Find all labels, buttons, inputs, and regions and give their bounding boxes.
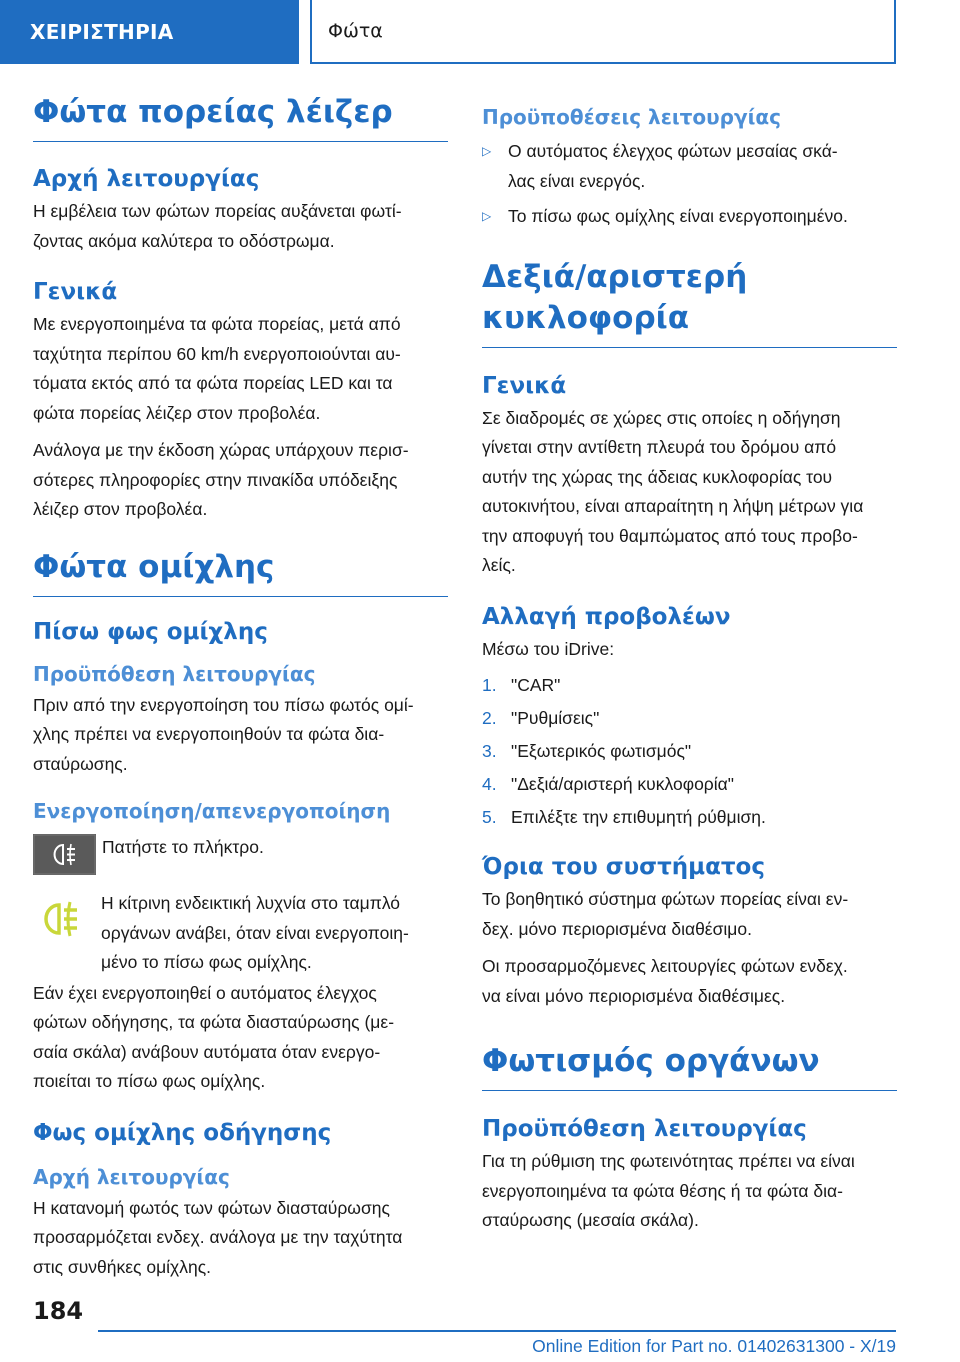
heading-fog-lights: Φώτα ομίχλης	[33, 547, 448, 597]
footer-divider	[98, 1330, 896, 1332]
heading-on-off: Ενεργοποίηση/απενεργοποίηση	[33, 799, 391, 823]
para-press-button: Πατήστε το πλήκτρο.	[102, 837, 264, 857]
indicator-instruction-row	[33, 889, 448, 978]
heading-left-right-traffic: Δεξιά/αριστερή κυκλοφορία	[482, 257, 897, 348]
heading-general-2: Γενικά	[482, 372, 567, 399]
para-auto-low-beam: Εάν έχει ενεργοποιηθεί ο αυτόματος έλεγχος φώτων οδήγησης, τα φώτα διασταύρωσης (με- σαία σκάλα) ανάβουν αυτόματα όταν ενεργο- ποιείται το πίσω φως ομίχλης.	[33, 982, 395, 1091]
list-item: ▷ Ο αυτόματος έλεγχος φώτων μεσαίας σκά- λας είναι ενεργός.	[482, 137, 897, 196]
para-principle: Η εμβέλεια των φώτων πορείας αυξάνεται φωτί- ζοντας ακόμα καλύτερα το οδόστρωμα.	[33, 201, 402, 251]
para-principle-2: Η κατανομή φωτός των φώτων διασταύρωσης προσαρμόζεται ενδεχ. ανάλογα με την ταχύτητα στις συνθήκες ομίχλης.	[33, 1197, 403, 1277]
heading-precondition: Προϋπόθεση λειτουργίας	[33, 661, 316, 686]
heading-laser-high-beam: Φώτα πορείας λέιζερ	[33, 92, 448, 142]
para-general-2: Σε διαδρομές σε χώρες στις οποίες η οδήγηση γίνεται στην αντίθετη πλευρά του δρόμου από αυτήν της χώρας της άδειας κυκλοφορίας του αυτοκινήτου, είναι απαραίτητη η λήψη μέτρων για την αποφυγή του θαμπώματος από τους προβο- λείς.	[482, 407, 864, 575]
rear-fog-indicator-icon	[33, 889, 97, 977]
heading-system-limits: Όρια του συστήματος	[482, 854, 765, 880]
para-limits-2: Οι προσαρμοζόμενες λειτουργίες φώτων ενδεχ. να είναι μόνο περιορισμένα διαθέσιμες.	[482, 956, 848, 1006]
list-item: 2. "Ρυθμίσεις"	[482, 708, 600, 728]
para-limits-1: Το βοηθητικό σύστημα φώτων πορείας είναι εν- δεχ. μόνο περιορισμένα διαθέσιμο.	[482, 889, 849, 939]
para-indicator: Η κίτρινη ενδεικτική λυχνία στο ταμπλό οργάνων ανάβει, όταν είναι ενεργοποιη- μένο το πίσω φως ομίχλης.	[101, 893, 409, 972]
para-precondition: Πριν από την ενεργοποίηση του πίσω φωτός ομί- χλης πρέπει να ενεργοποιηθούν τα φώτα δια- σταύρωσης.	[33, 694, 414, 774]
heading-general: Γενικά	[33, 279, 118, 305]
left-column	[33, 92, 448, 1282]
list-item: 4. "Δεξιά/αριστερή κυκλοφορία"	[482, 774, 734, 794]
heading-precondition-2: Προϋπόθεση λειτουργίας	[482, 1116, 807, 1142]
header-section-title: ΧΕΙΡΙΣΤΗΡΙΑ	[0, 0, 299, 64]
heading-principle-2: Αρχή λειτουργίας	[33, 1164, 230, 1189]
heading-instrument-lighting: Φωτισμός οργάνων	[482, 1041, 897, 1091]
page-number: 184	[33, 1297, 84, 1325]
para-via-idrive: Μέσω του iDrive:	[482, 638, 615, 659]
heading-principle: Αρχή λειτουργίας	[33, 166, 260, 192]
steps-list	[482, 669, 897, 834]
precondition-list	[482, 137, 897, 232]
header-chapter-title: Φώτα	[310, 0, 896, 64]
heading-rear-fog-light: Πίσω φως ομίχλης	[33, 618, 268, 645]
button-instruction-row	[33, 834, 448, 875]
heading-switch-headlights: Αλλαγή προβολέων	[482, 603, 731, 630]
heading-driving-fog-light: Φως ομίχλης οδήγησης	[33, 1119, 332, 1146]
heading-preconditions: Προϋποθέσεις λειτουργίας	[482, 105, 781, 129]
para-general-a: Με ενεργοποιημένα τα φώτα πορείας, μετά από ταχύτητα περίπου 60 km/h ενεργοποιούνται αυ- τόματα εκτός από τα φώτα πορείας LED και τα φώτα πορείας λέιζερ στον προβολέα.	[33, 314, 401, 423]
right-column	[482, 103, 897, 1236]
rear-fog-button-icon	[33, 834, 96, 875]
para-general-b: Ανάλογα με την έκδοση χώρας υπάρχουν περισ- σότερες πληροφορίες στην πινακίδα υπόδειξης λέιζερ στον προβολέα.	[33, 440, 409, 519]
para-precondition-2: Για τη ρύθμιση της φωτεινότητας πρέπει να είναι ενεργοποιημένα τα φώτα θέσης ή τα φώτα δια- σταύρωσης (μεσαία σκάλα).	[482, 1151, 855, 1230]
triangle-right-icon: ▷	[482, 209, 492, 223]
list-item: 5. Επιλέξτε την επιθυμητή ρύθμιση.	[482, 807, 766, 827]
triangle-right-icon: ▷	[482, 144, 492, 158]
list-item: 1. "CAR"	[482, 675, 561, 695]
footer-edition: Online Edition for Part no. 01402631300 - X/19	[532, 1336, 896, 1356]
list-item: ▷ Το πίσω φως ομίχλης είναι ενεργοποιημένο.	[482, 202, 897, 232]
list-item: 3. "Εξωτερικός φωτισμός"	[482, 741, 692, 761]
